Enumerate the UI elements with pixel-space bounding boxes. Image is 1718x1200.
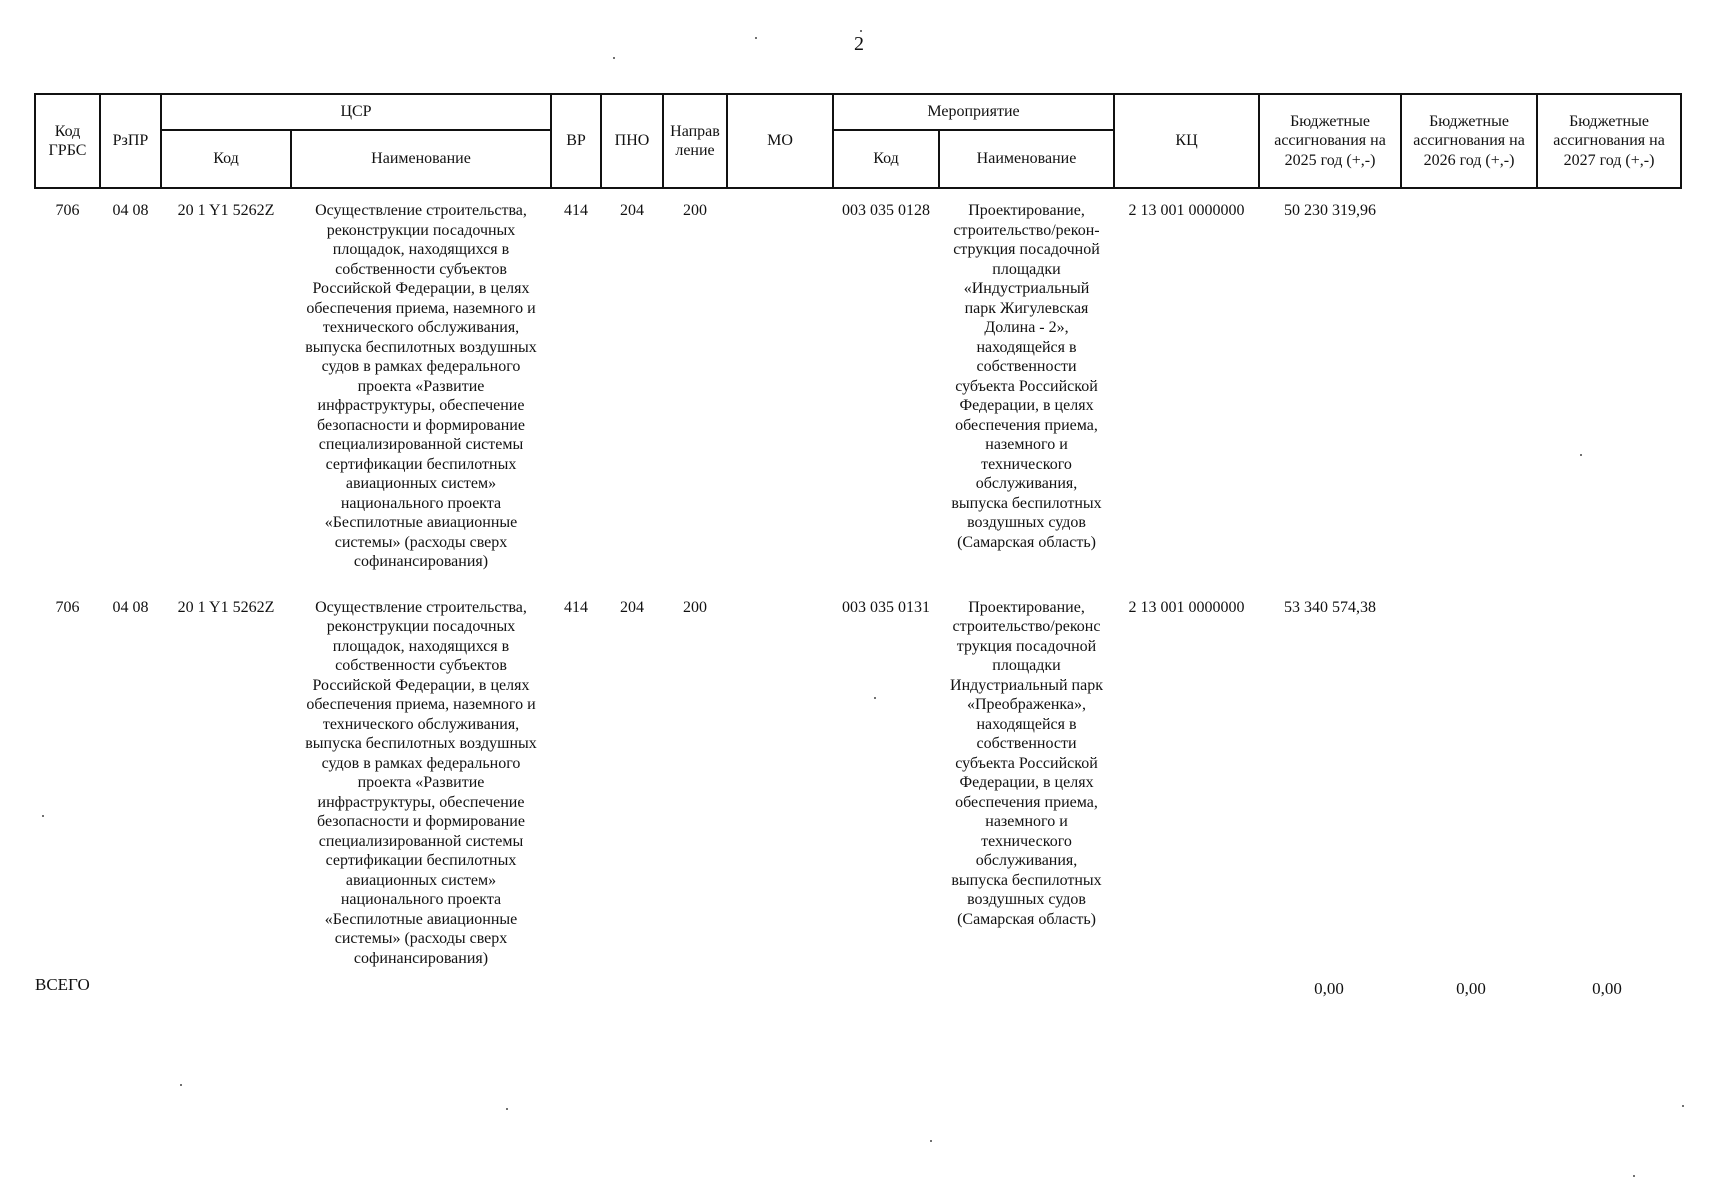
table-header xyxy=(35,94,1681,188)
cell-budget-2025: 53 340 574,38 xyxy=(1284,598,1377,616)
cell-pno: 204 xyxy=(620,202,644,219)
header-mer-name: Наименование xyxy=(939,130,1114,188)
scan-speck xyxy=(180,1084,182,1086)
total-budget-2027: 0,00 xyxy=(1592,979,1622,998)
cell-csr-name: Осуществление строительства, реконструкции посадочных площадок, находящихся в собственности субъектов Российской Федерации, в целях обеспечения приема, наземного и технического обслуживания, выпуска беспилотных воздушных судов в рамках федерального проекта «Развитие инфраструктуры, обеспечение безопасности и формирование специализированной системы сертификации беспилотных авиационных систем» национального проекта «Беспилотные авиационные системы» (расходы сверх софинансирования) xyxy=(305,598,537,967)
table-row xyxy=(35,586,1681,983)
total-label: ВСЕГО xyxy=(35,975,90,994)
header-budget-2026: Бюджетные ассигнования на 2026 год (+,-) xyxy=(1401,94,1537,188)
cell-rzpr: 04 08 xyxy=(112,598,149,616)
header-kc: КЦ xyxy=(1114,94,1259,188)
cell-budget-2026 xyxy=(1401,188,1537,586)
cell-csr-name: Осуществление строительства, реконструкции посадочных площадок, находящихся в собственности субъектов Российской Федерации, в целях обеспечения приема, наземного и технического обслуживания, выпуска беспилотных воздушных судов в рамках федерального проекта «Развитие инфраструктуры, обеспечение безопасности и формирование специализированной системы сертификации беспилотных авиационных систем» национального проекта «Беспилотные авиационные системы» (расходы сверх софинансирования) xyxy=(305,202,537,570)
header-rzpr: РзПР xyxy=(100,94,161,188)
cell-pno: 204 xyxy=(620,598,644,616)
scan-speck xyxy=(42,815,44,817)
cell-kc: 2 13 001 0000000 xyxy=(1128,202,1245,219)
cell-mer-kod: 003 035 0128 xyxy=(842,202,930,219)
scan-speck xyxy=(613,57,615,59)
scan-speck xyxy=(930,1140,932,1142)
header-csr: ЦСР xyxy=(161,94,551,130)
cell-csr-kod: 20 1 Y1 5262Z xyxy=(177,202,275,219)
header-mer-kod: Код xyxy=(833,130,939,188)
cell-csr-kod: 20 1 Y1 5262Z xyxy=(177,598,275,616)
header-kod-grbs: Код ГРБС xyxy=(35,94,100,188)
cell-budget-2027 xyxy=(1537,188,1681,586)
cell-kod-grbs: 706 xyxy=(55,202,80,219)
cell-kod-grbs: 706 xyxy=(55,598,80,616)
header-csr-name: Наименование xyxy=(291,130,551,188)
scan-speck xyxy=(1580,454,1582,456)
cell-mer-name: Проектирование, строительство/рекон- струкция посадочной площадки «Индустриальный парк Жигулевская Долина - 2», находящейся в собственности субъекта Российской Федерации, в целях обеспечения приема, наземного и технического обслуживания, выпуска беспилотных воздушных судов (Самарская область) xyxy=(951,202,1102,551)
header-csr-kod: Код xyxy=(161,130,291,188)
cell-napravlenie: 200 xyxy=(683,598,707,616)
cell-budget-2025: 50 230 319,96 xyxy=(1284,202,1377,219)
total-budget-2025: 0,00 xyxy=(1314,979,1344,998)
header-budget-2025: Бюджетные ассигнования на 2025 год (+,-) xyxy=(1259,94,1401,188)
page-number: 2 xyxy=(854,33,864,55)
cell-vr: 414 xyxy=(564,598,588,616)
cell-mer-kod: 003 035 0131 xyxy=(842,598,930,616)
total-row xyxy=(35,975,1680,1001)
header-mo: МО xyxy=(727,94,833,188)
scan-speck xyxy=(874,697,876,699)
budget-table xyxy=(34,93,1682,982)
cell-mo xyxy=(727,188,833,586)
cell-vr: 414 xyxy=(564,202,588,219)
cell-budget-2027 xyxy=(1537,586,1681,983)
scan-speck xyxy=(1682,1105,1684,1107)
cell-kc: 2 13 001 0000000 xyxy=(1128,598,1245,616)
scan-speck xyxy=(1633,1175,1635,1177)
cell-mo xyxy=(727,586,833,983)
header-budget-2027: Бюджетные ассигнования на 2027 год (+,-) xyxy=(1537,94,1681,188)
cell-rzpr: 04 08 xyxy=(112,202,149,219)
header-meropriyatie: Мероприятие xyxy=(833,94,1114,130)
header-pno: ПНО xyxy=(601,94,663,188)
total-budget-2026: 0,00 xyxy=(1456,979,1486,998)
cell-mer-name: Проектирование, строительство/реконс трукция посадочной площадки Индустриальный парк «Преображенка», находящейся в собственности субъекта Российской Федерации, в целях обеспечения приема, наземного и технического обслуживания, выпуска беспилотных воздушных судов (Самарская область) xyxy=(950,598,1103,928)
header-napravlenie: Направ ление xyxy=(663,94,727,188)
scan-speck xyxy=(506,1108,508,1110)
table-row xyxy=(35,188,1681,586)
cell-napravlenie: 200 xyxy=(683,202,707,219)
scan-speck xyxy=(860,30,862,32)
scan-speck xyxy=(755,37,757,39)
cell-budget-2026 xyxy=(1401,586,1537,983)
header-vr: ВР xyxy=(551,94,601,188)
